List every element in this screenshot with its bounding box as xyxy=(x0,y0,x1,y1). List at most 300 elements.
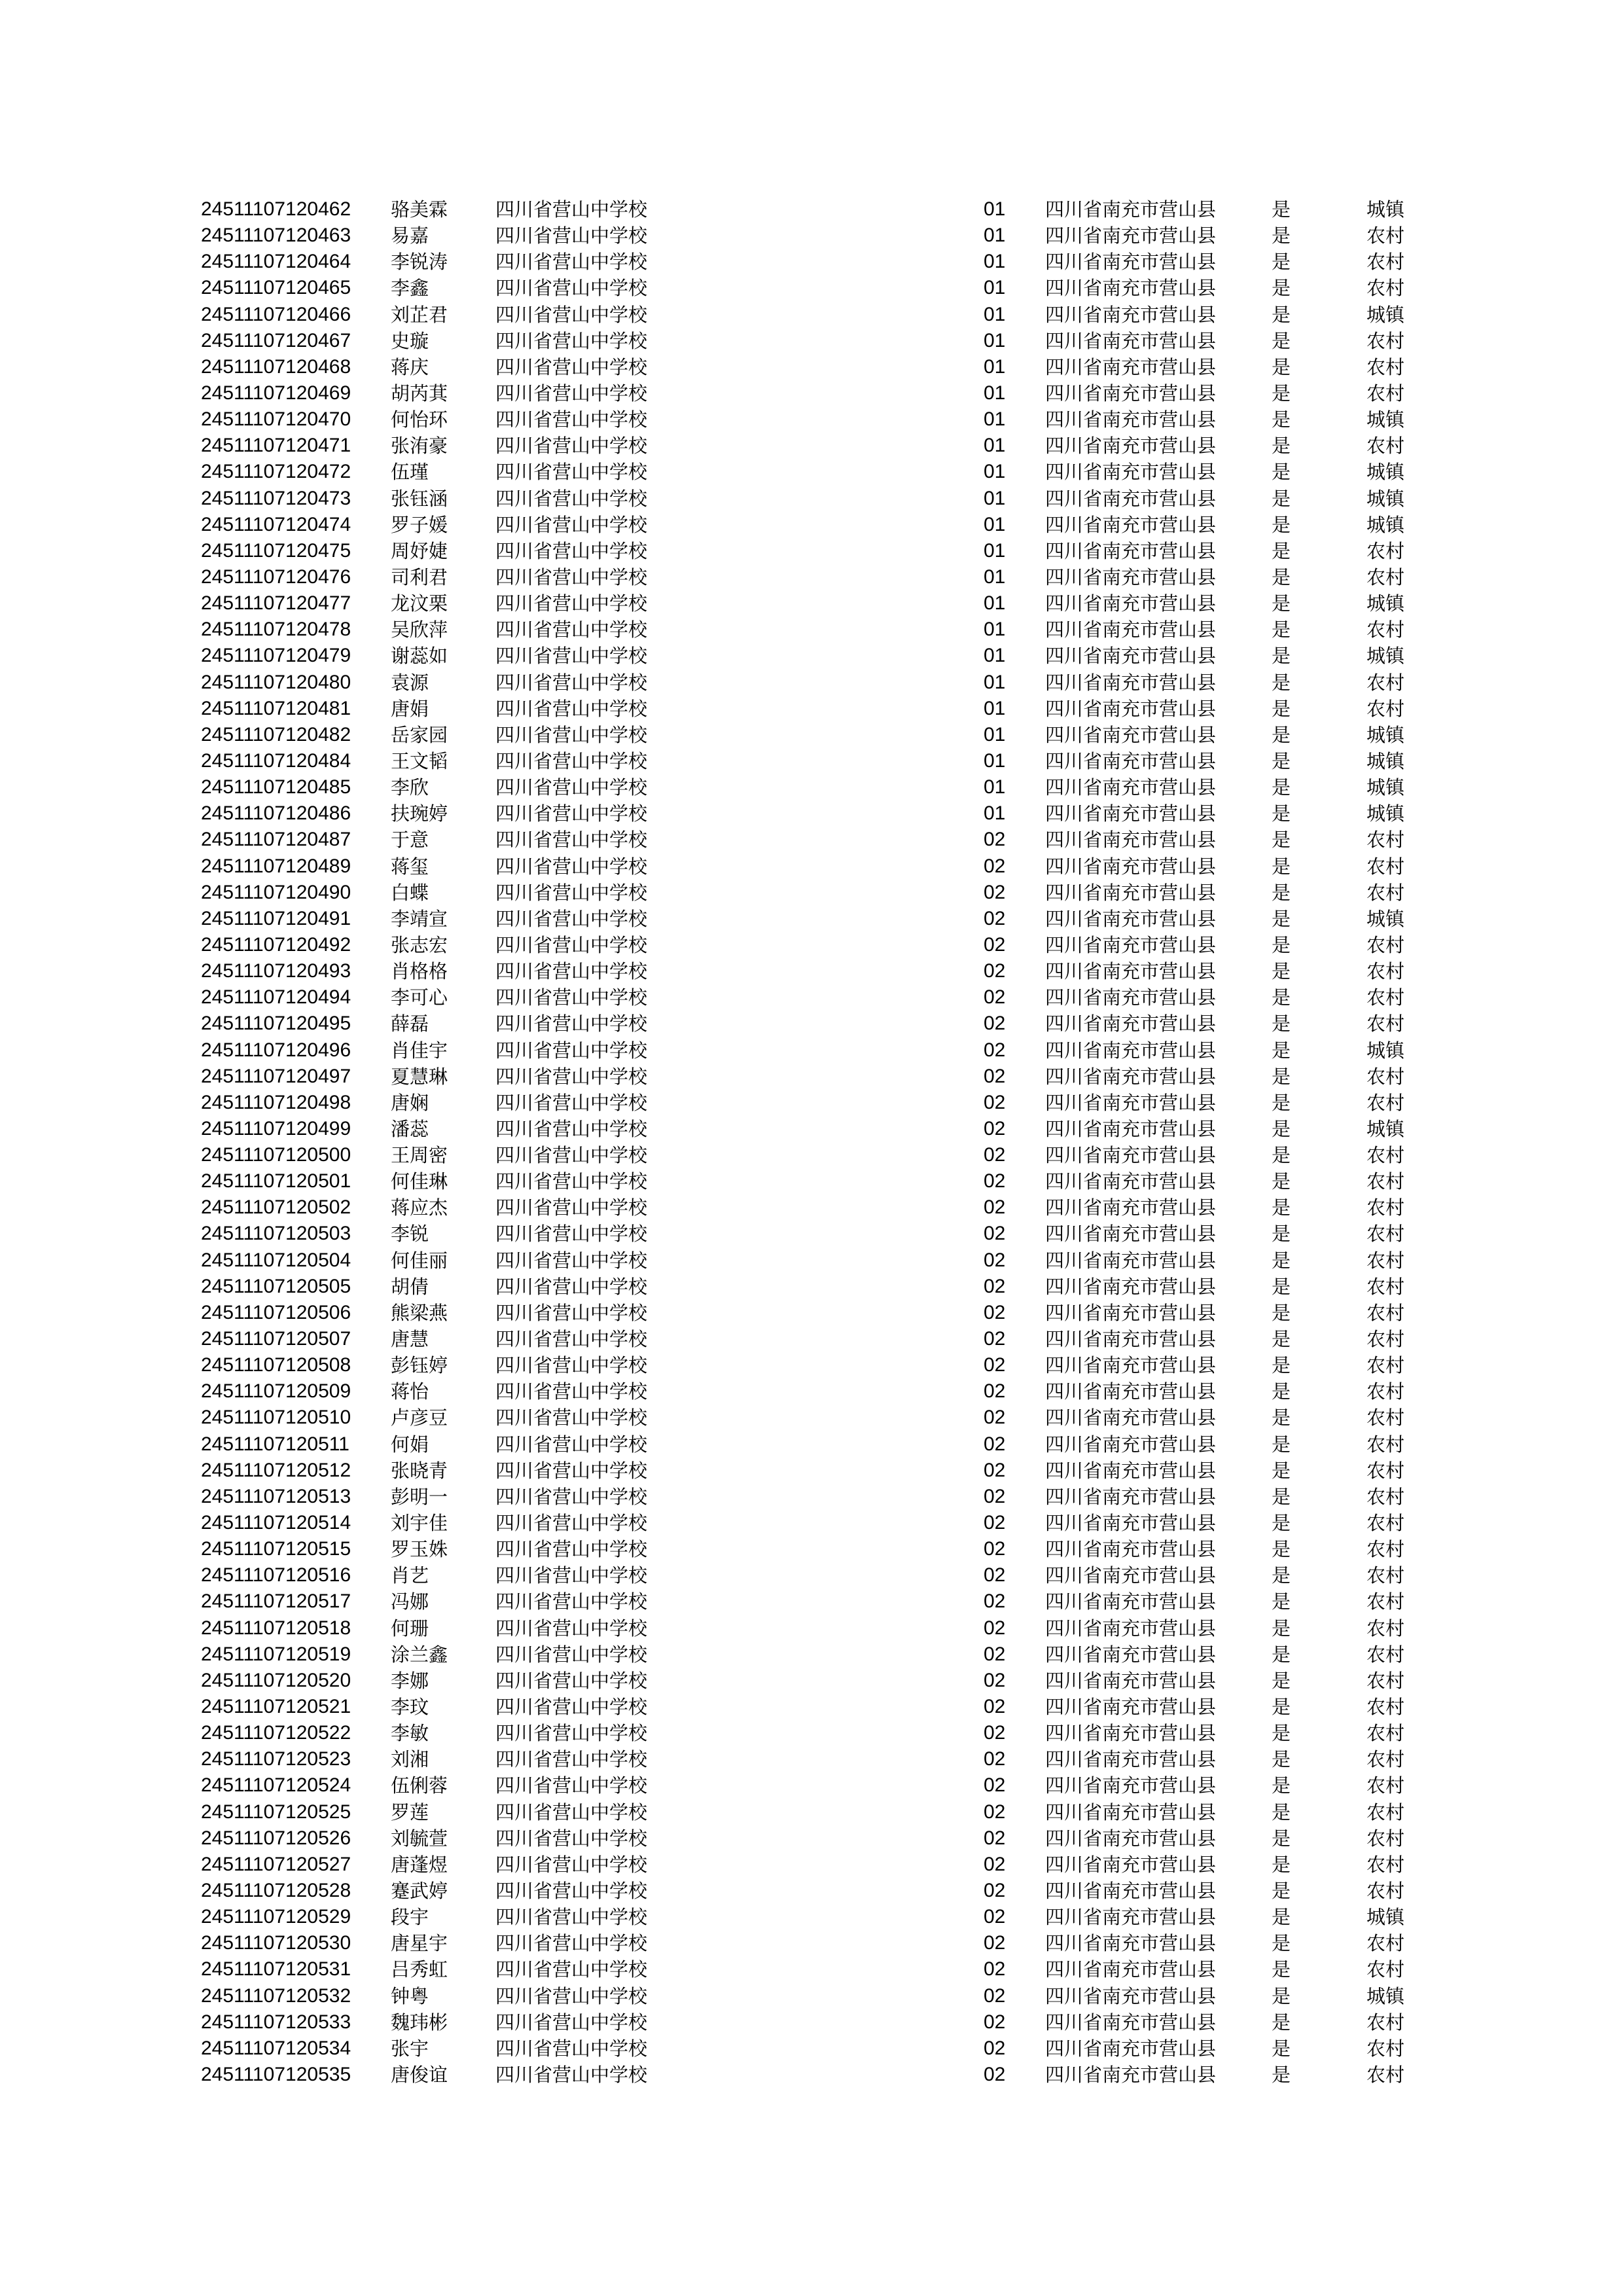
region-cell: 四川省南充市营山县 xyxy=(1045,1117,1217,1140)
student-name-cell: 王文韬 xyxy=(391,749,448,772)
region-cell: 四川省南充市营山县 xyxy=(1045,1039,1217,1062)
region-cell: 四川省南充市营山县 xyxy=(1045,1722,1217,1745)
student-name-cell: 李鑫 xyxy=(391,277,429,300)
student-name-cell: 周妤婕 xyxy=(391,539,448,562)
school-cell: 四川省营山中学校 xyxy=(495,802,648,825)
school-cell: 四川省营山中学校 xyxy=(495,1091,648,1114)
school-cell: 四川省营山中学校 xyxy=(495,277,648,300)
student-name-cell: 何怡环 xyxy=(391,408,448,431)
student-name-cell: 伍俐蓉 xyxy=(391,1774,448,1797)
household-type-cell: 农村 xyxy=(1366,565,1405,588)
class-number-cell: 01 xyxy=(984,776,1006,798)
student-id-cell: 24511107120528 xyxy=(201,1880,351,1901)
student-name-cell: 李锐涛 xyxy=(391,251,448,274)
school-cell: 四川省营山中学校 xyxy=(495,2063,648,2086)
student-name-cell: 李娜 xyxy=(391,1669,429,1692)
household-type-cell: 城镇 xyxy=(1366,592,1405,615)
class-number-cell: 02 xyxy=(984,1170,1006,1193)
household-type-cell: 农村 xyxy=(1366,933,1405,956)
student-name-cell: 罗子媛 xyxy=(391,513,448,536)
local-flag-cell: 是 xyxy=(1272,960,1291,983)
school-cell: 四川省营山中学校 xyxy=(495,697,648,720)
school-cell: 四川省营山中学校 xyxy=(495,1906,648,1929)
school-cell: 四川省营山中学校 xyxy=(495,1538,648,1561)
local-flag-cell: 是 xyxy=(1272,1275,1291,1298)
student-name-cell: 李玟 xyxy=(391,1696,429,1719)
school-cell: 四川省营山中学校 xyxy=(495,1459,648,1482)
region-cell: 四川省南充市营山县 xyxy=(1045,986,1217,1009)
class-number-cell: 01 xyxy=(984,251,1006,273)
school-cell: 四川省营山中学校 xyxy=(495,881,648,904)
school-cell: 四川省营山中学校 xyxy=(495,1512,648,1535)
school-cell: 四川省营山中学校 xyxy=(495,539,648,562)
region-cell: 四川省南充市营山县 xyxy=(1045,1065,1217,1088)
region-cell: 四川省南充市营山县 xyxy=(1045,829,1217,852)
local-flag-cell: 是 xyxy=(1272,513,1291,536)
student-id-cell: 24511107120484 xyxy=(201,749,351,772)
school-cell: 四川省营山中学校 xyxy=(495,1801,648,1823)
table-row xyxy=(0,433,1623,459)
local-flag-cell: 是 xyxy=(1272,1932,1291,1955)
class-number-cell: 02 xyxy=(984,1065,1006,1087)
table-row xyxy=(0,1247,1623,1274)
class-number-cell: 02 xyxy=(984,1774,1006,1797)
school-cell: 四川省营山中学校 xyxy=(495,1407,648,1429)
class-number-cell: 02 xyxy=(984,2037,1006,2059)
student-name-cell: 潘蕊 xyxy=(391,1117,429,1140)
class-number-cell: 02 xyxy=(984,1801,1006,1823)
class-number-cell: 02 xyxy=(984,2011,1006,2033)
student-id-cell: 24511107120476 xyxy=(201,565,351,588)
local-flag-cell: 是 xyxy=(1272,2063,1291,2086)
student-id-cell: 24511107120511 xyxy=(201,1433,349,1455)
table-row xyxy=(0,748,1623,774)
student-id-cell: 24511107120498 xyxy=(201,1091,351,1113)
household-type-cell: 农村 xyxy=(1366,1433,1405,1456)
student-id-cell: 24511107120524 xyxy=(201,1774,351,1797)
table-row xyxy=(0,486,1623,512)
student-id-cell: 24511107120534 xyxy=(201,2037,351,2059)
local-flag-cell: 是 xyxy=(1272,592,1291,615)
student-id-cell: 24511107120530 xyxy=(201,1932,351,1954)
region-cell: 四川省南充市营山县 xyxy=(1045,251,1217,274)
school-cell: 四川省营山中学校 xyxy=(495,1984,648,2007)
household-type-cell: 城镇 xyxy=(1366,303,1405,326)
student-name-cell: 何佳丽 xyxy=(391,1249,448,1272)
school-cell: 四川省营山中学校 xyxy=(495,303,648,326)
table-row xyxy=(0,1746,1623,1772)
student-name-cell: 肖艺 xyxy=(391,1564,429,1587)
household-type-cell: 农村 xyxy=(1366,2037,1405,2060)
household-type-cell: 农村 xyxy=(1366,1880,1405,1902)
local-flag-cell: 是 xyxy=(1272,303,1291,326)
region-cell: 四川省南充市营山县 xyxy=(1045,329,1217,352)
student-id-cell: 24511107120487 xyxy=(201,829,351,851)
table-row xyxy=(0,1037,1623,1064)
school-cell: 四川省营山中学校 xyxy=(495,1433,648,1456)
student-id-cell: 24511107120489 xyxy=(201,855,351,877)
local-flag-cell: 是 xyxy=(1272,1249,1291,1272)
student-name-cell: 蒋玺 xyxy=(391,855,429,878)
student-id-cell: 24511107120533 xyxy=(201,2011,351,2033)
table-row xyxy=(0,1799,1623,1825)
household-type-cell: 农村 xyxy=(1366,1932,1405,1955)
household-type-cell: 城镇 xyxy=(1366,645,1405,668)
table-row xyxy=(0,1352,1623,1378)
local-flag-cell: 是 xyxy=(1272,1880,1291,1902)
student-id-cell: 24511107120462 xyxy=(201,198,351,220)
class-number-cell: 02 xyxy=(984,933,1006,956)
local-flag-cell: 是 xyxy=(1272,1801,1291,1823)
table-row xyxy=(0,774,1623,800)
student-id-cell: 24511107120523 xyxy=(201,1748,351,1770)
household-type-cell: 农村 xyxy=(1366,1196,1405,1219)
local-flag-cell: 是 xyxy=(1272,1433,1291,1456)
local-flag-cell: 是 xyxy=(1272,1696,1291,1719)
table-row xyxy=(0,1116,1623,1142)
local-flag-cell: 是 xyxy=(1272,1958,1291,1981)
school-cell: 四川省营山中学校 xyxy=(495,565,648,588)
student-id-cell: 24511107120522 xyxy=(201,1722,351,1744)
class-number-cell: 02 xyxy=(984,907,1006,929)
table-row xyxy=(0,880,1623,906)
student-id-cell: 24511107120492 xyxy=(201,933,351,956)
household-type-cell: 农村 xyxy=(1366,1958,1405,1981)
class-number-cell: 02 xyxy=(984,1538,1006,1560)
household-type-cell: 农村 xyxy=(1366,1669,1405,1692)
local-flag-cell: 是 xyxy=(1272,1748,1291,1771)
region-cell: 四川省南充市营山县 xyxy=(1045,1091,1217,1114)
table-row xyxy=(0,380,1623,406)
student-name-cell: 骆美霖 xyxy=(391,198,448,221)
student-id-cell: 24511107120486 xyxy=(201,802,351,825)
local-flag-cell: 是 xyxy=(1272,855,1291,878)
school-cell: 四川省营山中学校 xyxy=(495,1643,648,1666)
region-cell: 四川省南充市营山县 xyxy=(1045,907,1217,930)
table-row xyxy=(0,1588,1623,1615)
class-number-cell: 02 xyxy=(984,1590,1006,1613)
school-cell: 四川省营山中学校 xyxy=(495,986,648,1009)
school-cell: 四川省营山中学校 xyxy=(495,645,648,668)
household-type-cell: 农村 xyxy=(1366,435,1405,457)
region-cell: 四川省南充市营山县 xyxy=(1045,408,1217,431)
region-cell: 四川省南充市营山县 xyxy=(1045,1512,1217,1535)
region-cell: 四川省南充市营山县 xyxy=(1045,2037,1217,2060)
table-row xyxy=(0,1378,1623,1405)
school-cell: 四川省营山中学校 xyxy=(495,1354,648,1377)
household-type-cell: 农村 xyxy=(1366,277,1405,300)
student-id-cell: 24511107120514 xyxy=(201,1512,351,1534)
student-name-cell: 张洧豪 xyxy=(391,435,448,457)
table-row xyxy=(0,1458,1623,1484)
student-name-cell: 卢彦豆 xyxy=(391,1407,448,1429)
household-type-cell: 农村 xyxy=(1366,1354,1405,1377)
school-cell: 四川省营山中学校 xyxy=(495,1827,648,1850)
student-id-cell: 24511107120491 xyxy=(201,907,351,929)
school-cell: 四川省营山中学校 xyxy=(495,1880,648,1902)
student-name-cell: 熊梁燕 xyxy=(391,1301,448,1324)
student-id-cell: 24511107120470 xyxy=(201,408,351,431)
region-cell: 四川省南充市营山县 xyxy=(1045,1590,1217,1613)
local-flag-cell: 是 xyxy=(1272,723,1291,746)
household-type-cell: 城镇 xyxy=(1366,1117,1405,1140)
student-name-cell: 刘宇佳 xyxy=(391,1512,448,1535)
school-cell: 四川省营山中学校 xyxy=(495,671,648,694)
student-id-cell: 24511107120512 xyxy=(201,1459,351,1481)
school-cell: 四川省营山中学校 xyxy=(495,1065,648,1088)
student-id-cell: 24511107120479 xyxy=(201,645,351,667)
household-type-cell: 农村 xyxy=(1366,881,1405,904)
class-number-cell: 02 xyxy=(984,1512,1006,1534)
student-id-cell: 24511107120466 xyxy=(201,303,351,325)
class-number-cell: 02 xyxy=(984,1696,1006,1718)
student-id-cell: 24511107120509 xyxy=(201,1380,351,1403)
household-type-cell: 农村 xyxy=(1366,1485,1405,1508)
class-number-cell: 02 xyxy=(984,855,1006,877)
student-name-cell: 彭明一 xyxy=(391,1485,448,1508)
household-type-cell: 农村 xyxy=(1366,1144,1405,1167)
table-row xyxy=(0,1300,1623,1326)
household-type-cell: 城镇 xyxy=(1366,907,1405,930)
household-type-cell: 农村 xyxy=(1366,1538,1405,1561)
class-number-cell: 02 xyxy=(984,1196,1006,1219)
household-type-cell: 农村 xyxy=(1366,619,1405,641)
student-name-cell: 龙汶栗 xyxy=(391,592,448,615)
household-type-cell: 城镇 xyxy=(1366,776,1405,799)
table-row xyxy=(0,984,1623,1011)
household-type-cell: 农村 xyxy=(1366,1407,1405,1429)
school-cell: 四川省营山中学校 xyxy=(495,592,648,615)
student-name-cell: 李锐 xyxy=(391,1223,429,1246)
local-flag-cell: 是 xyxy=(1272,277,1291,300)
household-type-cell: 农村 xyxy=(1366,1380,1405,1403)
student-id-cell: 24511107120506 xyxy=(201,1301,351,1323)
household-type-cell: 农村 xyxy=(1366,382,1405,404)
school-cell: 四川省营山中学校 xyxy=(495,1013,648,1035)
student-id-cell: 24511107120531 xyxy=(201,1958,351,1981)
student-id-cell: 24511107120503 xyxy=(201,1223,351,1245)
student-name-cell: 李欣 xyxy=(391,776,429,799)
local-flag-cell: 是 xyxy=(1272,1512,1291,1535)
table-row xyxy=(0,617,1623,643)
table-row xyxy=(0,1326,1623,1352)
local-flag-cell: 是 xyxy=(1272,408,1291,431)
table-row xyxy=(0,1090,1623,1116)
local-flag-cell: 是 xyxy=(1272,802,1291,825)
student-id-cell: 24511107120516 xyxy=(201,1564,351,1587)
student-name-cell: 刘芷君 xyxy=(391,303,448,326)
student-name-cell: 何珊 xyxy=(391,1617,429,1640)
student-name-cell: 唐慧 xyxy=(391,1328,429,1351)
student-name-cell: 蹇武婷 xyxy=(391,1880,448,1902)
student-name-cell: 张晓青 xyxy=(391,1459,448,1482)
class-number-cell: 01 xyxy=(984,645,1006,667)
school-cell: 四川省营山中学校 xyxy=(495,1485,648,1508)
local-flag-cell: 是 xyxy=(1272,1669,1291,1692)
student-name-cell: 唐娴 xyxy=(391,1091,429,1114)
region-cell: 四川省南充市营山县 xyxy=(1045,1617,1217,1640)
local-flag-cell: 是 xyxy=(1272,1459,1291,1482)
local-flag-cell: 是 xyxy=(1272,933,1291,956)
table-row xyxy=(0,1615,1623,1641)
household-type-cell: 农村 xyxy=(1366,1853,1405,1876)
table-row xyxy=(0,354,1623,380)
household-type-cell: 农村 xyxy=(1366,1696,1405,1719)
region-cell: 四川省南充市营山县 xyxy=(1045,1932,1217,1955)
local-flag-cell: 是 xyxy=(1272,1722,1291,1745)
table-row xyxy=(0,1825,1623,1852)
student-id-cell: 24511107120515 xyxy=(201,1538,351,1560)
school-cell: 四川省营山中学校 xyxy=(495,487,648,510)
region-cell: 四川省南充市营山县 xyxy=(1045,933,1217,956)
class-number-cell: 02 xyxy=(984,1853,1006,1875)
region-cell: 四川省南充市营山县 xyxy=(1045,1906,1217,1929)
school-cell: 四川省营山中学校 xyxy=(495,1590,648,1613)
student-name-cell: 唐俊谊 xyxy=(391,2063,448,2086)
region-cell: 四川省南充市营山县 xyxy=(1045,1301,1217,1324)
local-flag-cell: 是 xyxy=(1272,1301,1291,1324)
school-cell: 四川省营山中学校 xyxy=(495,435,648,457)
student-name-cell: 吕秀虹 xyxy=(391,1958,448,1981)
class-number-cell: 01 xyxy=(984,303,1006,325)
local-flag-cell: 是 xyxy=(1272,1984,1291,2007)
class-number-cell: 02 xyxy=(984,1144,1006,1166)
student-id-cell: 24511107120500 xyxy=(201,1144,351,1166)
school-cell: 四川省营山中学校 xyxy=(495,1380,648,1403)
class-number-cell: 01 xyxy=(984,277,1006,299)
student-name-cell: 白蝶 xyxy=(391,881,429,904)
class-number-cell: 02 xyxy=(984,1275,1006,1297)
student-name-cell: 魏玮彬 xyxy=(391,2011,448,2034)
region-cell: 四川省南充市营山县 xyxy=(1045,1328,1217,1351)
region-cell: 四川省南充市营山县 xyxy=(1045,749,1217,772)
household-type-cell: 农村 xyxy=(1366,1748,1405,1771)
school-cell: 四川省营山中学校 xyxy=(495,329,648,352)
table-row xyxy=(0,827,1623,853)
local-flag-cell: 是 xyxy=(1272,1065,1291,1088)
region-cell: 四川省南充市营山县 xyxy=(1045,1984,1217,2007)
student-name-cell: 何娟 xyxy=(391,1433,429,1456)
table-row xyxy=(0,302,1623,328)
student-id-cell: 24511107120518 xyxy=(201,1617,351,1639)
student-name-cell: 张钰涵 xyxy=(391,487,448,510)
student-id-cell: 24511107120474 xyxy=(201,513,351,535)
class-number-cell: 02 xyxy=(984,1039,1006,1061)
local-flag-cell: 是 xyxy=(1272,1039,1291,1062)
student-id-cell: 24511107120535 xyxy=(201,2063,351,2085)
household-type-cell: 农村 xyxy=(1366,1827,1405,1850)
class-number-cell: 02 xyxy=(984,1643,1006,1665)
region-cell: 四川省南充市营山县 xyxy=(1045,645,1217,668)
school-cell: 四川省营山中学校 xyxy=(495,619,648,641)
region-cell: 四川省南充市营山县 xyxy=(1045,513,1217,536)
class-number-cell: 02 xyxy=(984,1223,1006,1245)
local-flag-cell: 是 xyxy=(1272,749,1291,772)
region-cell: 四川省南充市营山县 xyxy=(1045,1249,1217,1272)
class-number-cell: 02 xyxy=(984,1013,1006,1035)
student-id-cell: 24511107120473 xyxy=(201,487,351,509)
region-cell: 四川省南充市营山县 xyxy=(1045,1485,1217,1508)
household-type-cell: 农村 xyxy=(1366,986,1405,1009)
student-id-cell: 24511107120463 xyxy=(201,224,351,247)
student-id-cell: 24511107120482 xyxy=(201,723,351,745)
class-number-cell: 02 xyxy=(984,1932,1006,1954)
school-cell: 四川省营山中学校 xyxy=(495,224,648,247)
local-flag-cell: 是 xyxy=(1272,776,1291,799)
table-row xyxy=(0,512,1623,538)
school-cell: 四川省营山中学校 xyxy=(495,1039,648,1062)
table-row xyxy=(0,1168,1623,1194)
region-cell: 四川省南充市营山县 xyxy=(1045,1669,1217,1692)
local-flag-cell: 是 xyxy=(1272,1564,1291,1587)
table-row xyxy=(0,853,1623,880)
student-name-cell: 岳家园 xyxy=(391,723,448,746)
school-cell: 四川省营山中学校 xyxy=(495,1144,648,1167)
school-cell: 四川省营山中学校 xyxy=(495,960,648,983)
table-row xyxy=(0,590,1623,617)
region-cell: 四川省南充市营山县 xyxy=(1045,697,1217,720)
class-number-cell: 02 xyxy=(984,960,1006,982)
table-row xyxy=(0,1064,1623,1090)
class-number-cell: 01 xyxy=(984,224,1006,247)
household-type-cell: 农村 xyxy=(1366,2063,1405,2086)
student-name-cell: 李靖宣 xyxy=(391,907,448,930)
local-flag-cell: 是 xyxy=(1272,2011,1291,2034)
table-row xyxy=(0,1930,1623,1956)
household-type-cell: 农村 xyxy=(1366,1722,1405,1745)
household-type-cell: 城镇 xyxy=(1366,802,1405,825)
student-name-cell: 史璇 xyxy=(391,329,429,352)
table-row xyxy=(0,459,1623,485)
table-row xyxy=(0,696,1623,722)
student-id-cell: 24511107120475 xyxy=(201,539,351,562)
student-id-cell: 24511107120485 xyxy=(201,776,351,798)
student-name-cell: 蒋应杰 xyxy=(391,1196,448,1219)
class-number-cell: 01 xyxy=(984,565,1006,588)
class-number-cell: 02 xyxy=(984,1748,1006,1770)
table-row xyxy=(0,1536,1623,1562)
class-number-cell: 02 xyxy=(984,1091,1006,1113)
table-row xyxy=(0,670,1623,696)
table-row xyxy=(0,932,1623,958)
student-name-cell: 张志宏 xyxy=(391,933,448,956)
student-name-cell: 肖格格 xyxy=(391,960,448,983)
household-type-cell: 城镇 xyxy=(1366,723,1405,746)
table-row xyxy=(0,1720,1623,1746)
student-id-cell: 24511107120527 xyxy=(201,1853,351,1875)
local-flag-cell: 是 xyxy=(1272,1853,1291,1876)
student-id-cell: 24511107120495 xyxy=(201,1013,351,1035)
region-cell: 四川省南充市营山县 xyxy=(1045,1407,1217,1429)
table-row xyxy=(0,906,1623,932)
student-id-cell: 24511107120517 xyxy=(201,1590,351,1613)
class-number-cell: 02 xyxy=(984,1459,1006,1481)
class-number-cell: 02 xyxy=(984,1564,1006,1587)
class-number-cell: 01 xyxy=(984,461,1006,483)
school-cell: 四川省营山中学校 xyxy=(495,1564,648,1587)
school-cell: 四川省营山中学校 xyxy=(495,1196,648,1219)
region-cell: 四川省南充市营山县 xyxy=(1045,2011,1217,2034)
household-type-cell: 农村 xyxy=(1366,1249,1405,1272)
table-row xyxy=(0,1668,1623,1694)
table-row xyxy=(0,1510,1623,1536)
student-name-cell: 扶琬婷 xyxy=(391,802,448,825)
student-id-cell: 24511107120529 xyxy=(201,1906,351,1928)
household-type-cell: 城镇 xyxy=(1366,1039,1405,1062)
local-flag-cell: 是 xyxy=(1272,1354,1291,1377)
table-row xyxy=(0,196,1623,223)
region-cell: 四川省南充市营山县 xyxy=(1045,1696,1217,1719)
